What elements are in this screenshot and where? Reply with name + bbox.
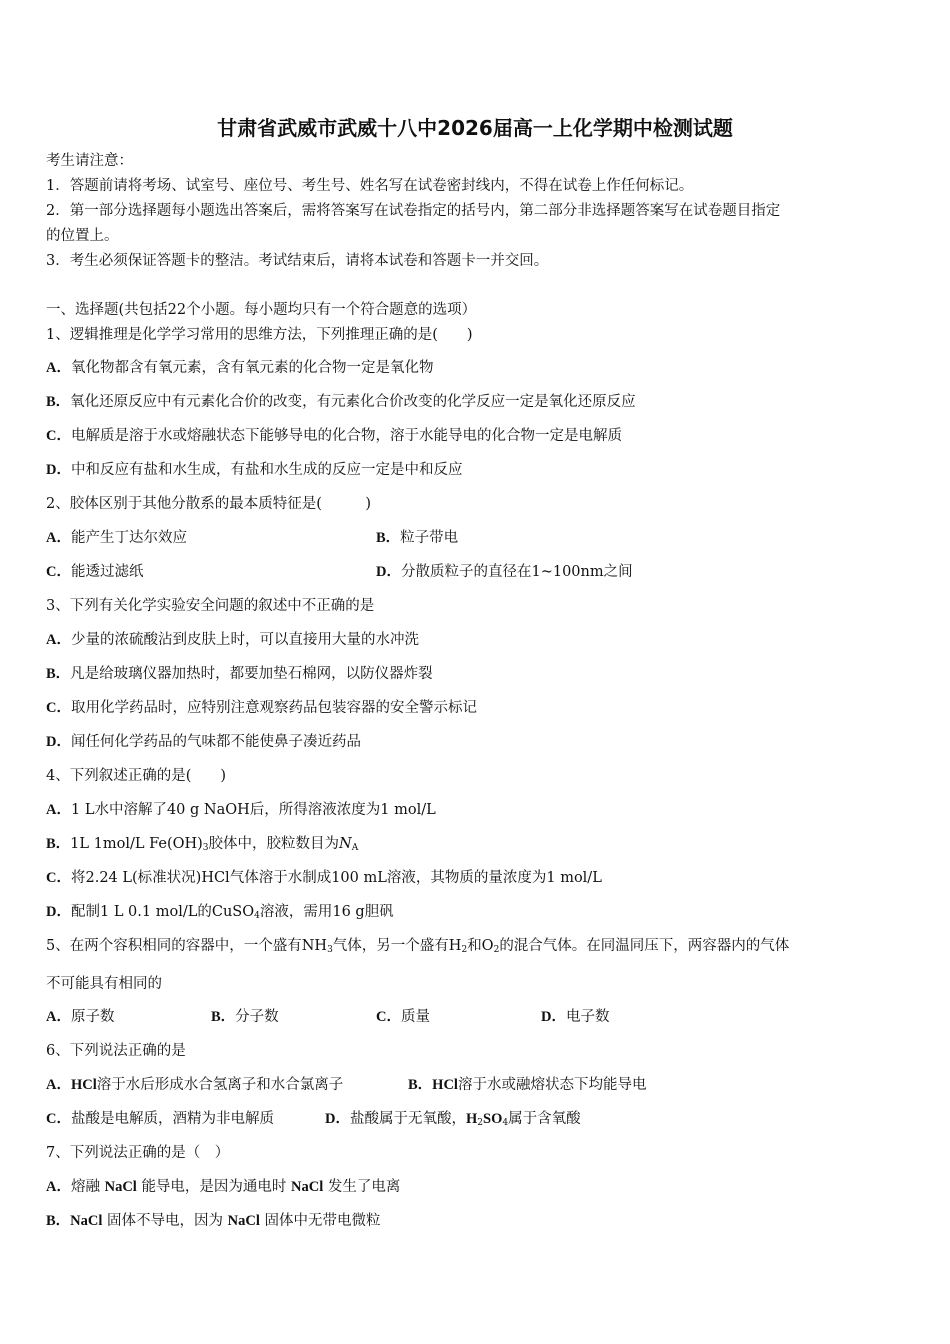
option-text: 氧化还原反应中有元素化合价的改变，有元素化合价改变的化学反应一定是氧化还原反应 bbox=[70, 394, 636, 410]
option-label: A． bbox=[46, 802, 71, 818]
option-text: 闻任何化学药品的气味都不能使鼻子凑近药品 bbox=[70, 734, 361, 750]
option-label: B． bbox=[376, 530, 401, 546]
question-3-option-c bbox=[46, 698, 477, 718]
option-text: 1 L水中溶解了40 g NaOH后，所得溶液浓度为1 mol/L bbox=[70, 802, 436, 818]
question-4-option-c bbox=[46, 868, 602, 888]
page-title: 甘肃省武威市武威十八中2026届高一上化学期中检测试题 bbox=[217, 116, 733, 140]
option-text: 粒子带电 bbox=[400, 530, 459, 546]
notice-item-2: 2．第一部分选择题每小题选出答案后，需将答案写在试卷指定的括号内，第二部分非选择题答案写在试卷题目指定 bbox=[46, 203, 781, 219]
question-5-option-c: C．质量 bbox=[376, 1009, 430, 1025]
option-text: 中和反应有盐和水生成，有盐和水生成的反应一定是中和反应 bbox=[70, 462, 463, 478]
question-6-option-c: C．盐酸是电解质，酒精为非电解质 bbox=[46, 1111, 274, 1127]
option-text: 电解质是溶于水或熔融状态下能够导电的化合物，溶于水能导电的化合物一定是电解质 bbox=[70, 428, 622, 444]
question-5-stem-cont: 不可能具有相同的 bbox=[46, 976, 162, 992]
option-text: 取用化学药品时，应特别注意观察药品包装容器的安全警示标记 bbox=[70, 700, 477, 716]
question-3-stem: 3、下列有关化学实验安全问题的叙述中不正确的是 bbox=[46, 598, 375, 614]
option-text: 能透过滤纸 bbox=[70, 564, 144, 580]
question-6-option-d: D．盐酸属于无氧酸，$H_2SO_4$属于含氧酸 bbox=[325, 1111, 581, 1128]
option-label: B． bbox=[46, 836, 71, 852]
question-6-option-b: B．HCl溶于水或融熔状态下均能导电 bbox=[408, 1077, 647, 1093]
notice-item-2-cont: 的位置上。 bbox=[46, 228, 119, 244]
question-3-option-d bbox=[46, 732, 361, 752]
question-1-option-b bbox=[46, 392, 636, 412]
option-text: 分散质粒子的直径在1~100nm之间 bbox=[400, 564, 633, 580]
question-2-option-d bbox=[376, 562, 633, 582]
question-5-option-a: A．原子数 bbox=[46, 1009, 115, 1025]
question-6-option-a: A．HCl溶于水后形成水合氢离子和水合氯离子 bbox=[46, 1077, 344, 1093]
notice-heading: 考生请注意： bbox=[46, 153, 133, 169]
question-2-option-c bbox=[46, 562, 143, 582]
question-6-stem: 6、下列说法正确的是 bbox=[46, 1043, 186, 1059]
option-label: D． bbox=[376, 564, 401, 580]
question-1-stem: 1、逻辑推理是化学学习常用的思维方法，下列推理正确的是( ) bbox=[46, 327, 473, 343]
question-4-option-a bbox=[46, 800, 436, 820]
question-1-option-c bbox=[46, 426, 622, 446]
option-label: C． bbox=[46, 870, 71, 886]
question-1-option-a bbox=[46, 358, 433, 378]
option-label: A． bbox=[46, 632, 71, 648]
option-label: A． bbox=[46, 360, 71, 376]
option-text: 氧化物都含有氧元素，含有氧元素的化合物一定是氧化物 bbox=[70, 360, 434, 376]
option-label: A． bbox=[46, 530, 71, 546]
question-5-stem: 5、在两个容积相同的容器中，一个盛有$NH_3$气体，另一个盛有$H_2$和$O_2$的混合气体。在同温同压下，两容器内的气体 bbox=[46, 938, 790, 955]
option-text: 少量的浓硫酸沾到皮肤上时，可以直接用大量的水冲洗 bbox=[70, 632, 419, 648]
option-label: B． bbox=[46, 666, 71, 682]
question-4-option-d: D．配制1 L 0.1 mol/L的CuSO$_4$溶液，需用16 g胆矾 bbox=[46, 904, 394, 921]
question-2-option-b bbox=[376, 528, 458, 548]
question-7-option-a: A．熔融 NaCl 能导电，是因为通电时 NaCl 发生了电离 bbox=[46, 1179, 401, 1195]
notice-item-1: 1．答题前请将考场、试室号、座位号、考生号、姓名写在试卷密封线内，不得在试卷上作任何标记。 bbox=[46, 178, 694, 194]
option-label: B． bbox=[46, 394, 71, 410]
option-label: D． bbox=[46, 904, 71, 920]
question-7-stem: 7、下列说法正确的是（ ） bbox=[46, 1145, 230, 1161]
option-label: C． bbox=[46, 564, 71, 580]
option-text: 将2.24 L(标准状况)HCl气体溶于水制成100 mL溶液，其物质的量浓度为1 mol/L bbox=[70, 870, 602, 886]
option-text: 凡是给玻璃仪器加热时，都要加垫石棉网，以防仪器炸裂 bbox=[70, 666, 433, 682]
question-7-option-b: B．NaCl 固体不导电，因为 NaCl 固体中无带电微粒 bbox=[46, 1213, 381, 1229]
section-heading: 一、选择题(共包括22个小题。每小题均只有一个符合题意的选项） bbox=[46, 302, 477, 318]
question-1-option-d bbox=[46, 460, 462, 480]
option-label: C． bbox=[46, 700, 71, 716]
notice-item-3: 3．考生必须保证答题卡的整洁。考试结束后，请将本试卷和答题卡一并交回。 bbox=[46, 253, 549, 269]
question-3-option-b bbox=[46, 664, 433, 684]
question-3-option-a bbox=[46, 630, 419, 650]
question-4-stem: 4、下列叙述正确的是( ) bbox=[46, 768, 227, 784]
option-label: C． bbox=[46, 428, 71, 444]
option-text: 能产生丁达尔效应 bbox=[70, 530, 187, 546]
option-label: D． bbox=[46, 734, 71, 750]
option-label: D． bbox=[46, 462, 71, 478]
question-2-stem: 2、胶体区别于其他分散系的最本质特征是( ) bbox=[46, 496, 372, 512]
question-5-option-d: D．电子数 bbox=[541, 1009, 610, 1025]
question-5-option-b: B．分子数 bbox=[211, 1009, 279, 1025]
question-4-option-b: B．1L 1mol/L $Fe(OH)_3$胶体中，胶粒数目为$N_A$ bbox=[46, 836, 359, 853]
question-2-option-a bbox=[46, 528, 187, 548]
